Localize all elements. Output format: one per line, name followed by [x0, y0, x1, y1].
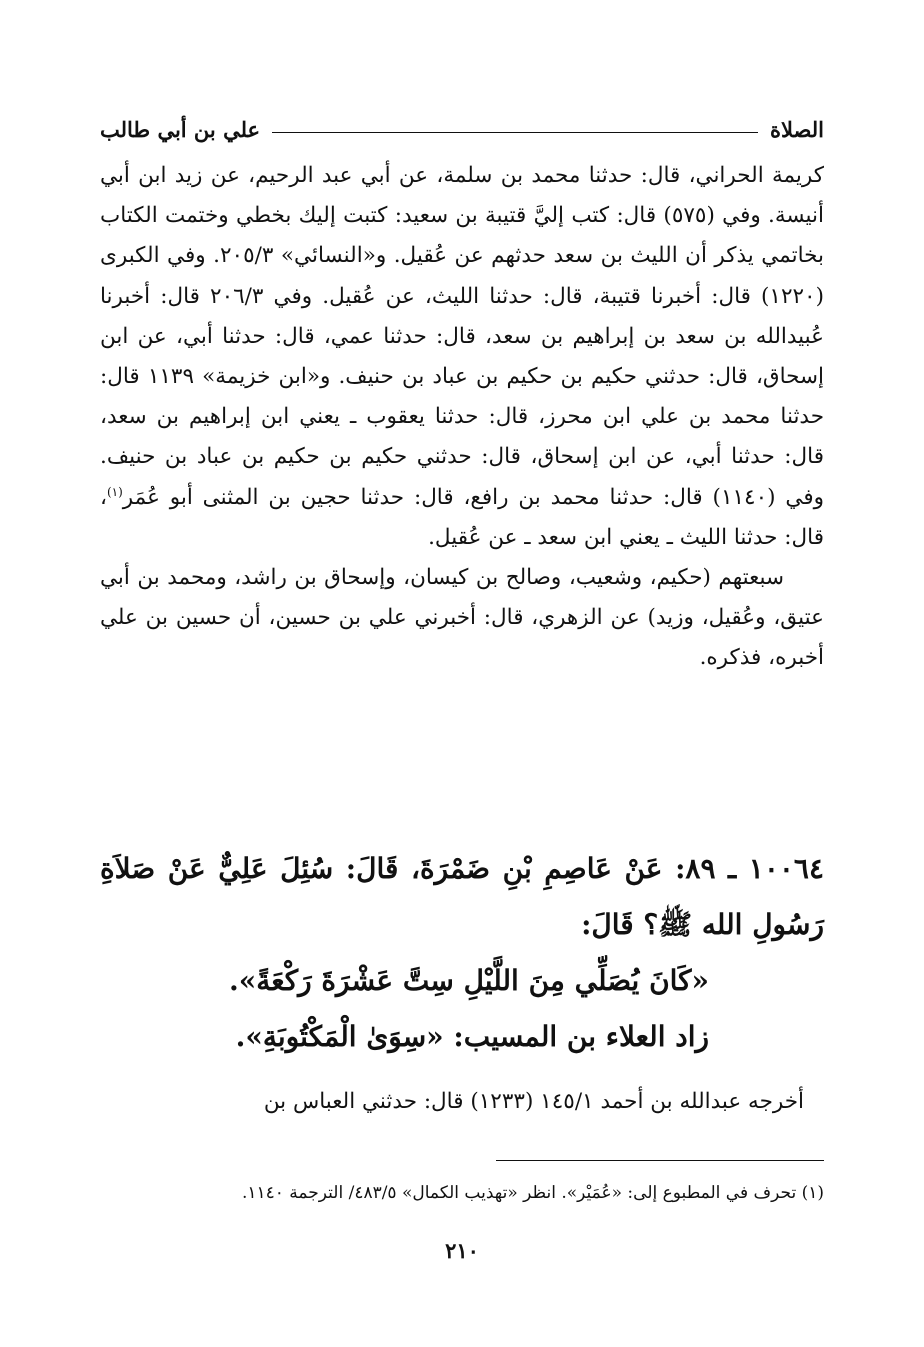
- takhrij-text: [100, 1082, 824, 1122]
- hadith-line-2: «كَانَ يُصَلِّي مِنَ اللَّيْلِ سِتَّ عَشْرَةَ رَكْعَةً».: [228, 964, 709, 997]
- footnote: (١) تحرف في المطبوع إلى: «عُمَيْر». انظر «تهذيب الكمال» ٤٨٣/٥/ الترجمة ١١٤٠.: [241, 1183, 824, 1203]
- narrator-title: علي بن أبي طالب: [100, 116, 261, 142]
- main-text: [100, 156, 824, 679]
- paragraph-1-end: ، قال: حدثنا الليث ـ يعني ابن سعد ـ عن عُقيل.: [100, 484, 824, 550]
- paragraph-1-text: كريمة الحراني، قال: حدثنا محمد بن سلمة، عن أبي عبد الرحيم، عن زيد ابن أبي أنيسة. وفي (٥٧٥) قال: كتب إليَّ قتيبة بن سعيد: كتبت إليك بخطي وختمت الكتاب بخاتمي يذكر أن الليث بن سعد حدثهم عن عُقيل. و«النسائي» ٢٠٥/٣. وفي الكبرى (١٢٢٠) قال: أخبرنا قتيبة، قال: حدثنا الليث، عن عُقيل. وفي ٢٠٦/٣ قال: أخبرنا عُبيدالله بن سعد بن إبراهيم بن سعد، قال: حدثنا عمي، قال: حدثنا أبي، عن ابن إسحاق، قال: حدثني حكيم بن حكيم بن عباد بن حنيف. و«ابن خزيمة» ١١٣٩ قال: حدثنا محمد بن علي ابن محرز، قال: حدثنا يعقوب ـ يعني ابن إبراهيم بن سعد، قال: حدثنا أبي، عن ابن إسحاق، قال: حدثني حكيم بن حكيم بن عباد بن حنيف. وفي (١١٤٠) قال: حدثنا محمد بن رافع، قال: حدثنا حجين بن المثنى أبو عُمَر: [100, 163, 825, 510]
- footnote-rule: [496, 1160, 824, 1161]
- paragraph-1: [100, 156, 824, 558]
- footnote-marker: (١): [106, 484, 123, 499]
- running-header: [100, 114, 824, 144]
- section-title: الصلاة: [770, 116, 824, 142]
- page-number: ٢١٠: [445, 1238, 479, 1263]
- hadith-block: [100, 841, 824, 1065]
- takhrij-paragraph: أخرجه عبدالله بن أحمد ١٤٥/١ (١٢٣٣) قال: حدثني العباس بن: [263, 1089, 804, 1114]
- hadith-line-3: زاد العلاء بن المسيب: «سِوَىٰ الْمَكْتُوبَةِ».: [235, 1020, 709, 1053]
- hadith-line-1: ١٠٠٦٤ ـ ٨٩: عَنْ عَاصِمِ بْنِ ضَمْرَةَ، قَالَ: سُئِلَ عَلِيٌّ عَنْ صَلاَةِ رَسُولِ الله ﷺ؟ قَالَ:: [100, 852, 824, 941]
- header-rule: [272, 132, 758, 133]
- paragraph-2: سبعتهم (حكيم، وشعيب، وصالح بن كيسان، وإسحاق بن راشد، ومحمد بن أبي عتيق، وعُقيل، وزيد) عن الزهري، قال: أخبرني علي بن حسين، أن حسين بن علي أخبره، فذكره.: [100, 565, 824, 671]
